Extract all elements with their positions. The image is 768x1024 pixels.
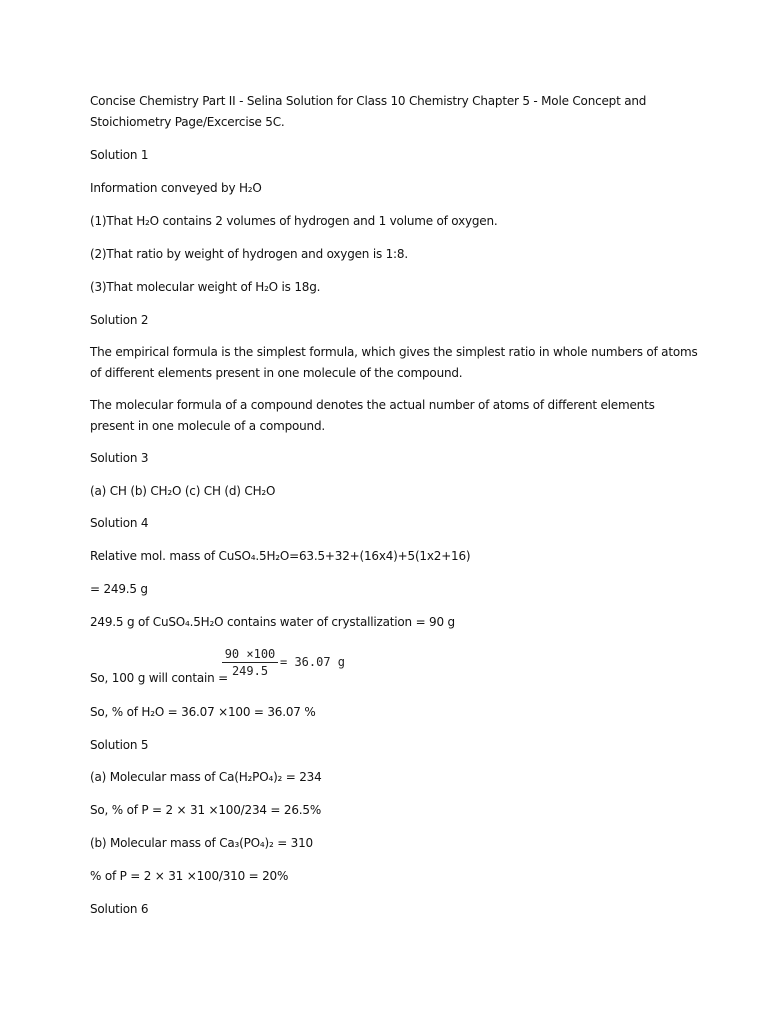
solution-2-paragraph-2-line-1: The molecular formula of a compound denotes the actual number of atoms of different elements bbox=[90, 398, 655, 412]
fraction-numerator: 90 ×100 bbox=[224, 647, 276, 661]
solution-2-heading: Solution 2 bbox=[90, 313, 149, 327]
solution-2-paragraph-1-line-2: of different elements present in one molecule of the compound. bbox=[90, 366, 463, 380]
fraction bbox=[222, 646, 278, 679]
solution-4-line-5: So, % of H₂O = 36.07 ×100 = 36.07 % bbox=[90, 705, 316, 719]
document-title-line-1: Concise Chemistry Part II - Selina Solution for Class 10 Chemistry Chapter 5 - Mole Concept and bbox=[90, 94, 647, 108]
solution-5-line-4: % of P = 2 × 31 ×100/310 = 20% bbox=[90, 869, 289, 883]
document-title-line-2: Stoichiometry Page/Excercise 5C. bbox=[90, 115, 285, 129]
solution-3-heading: Solution 3 bbox=[90, 451, 149, 465]
solution-2-paragraph-1-line-1: The empirical formula is the simplest formula, which gives the simplest ratio in whole numbers of atoms bbox=[90, 345, 698, 359]
solution-4-line-4: So, 100 g will contain = bbox=[90, 671, 228, 685]
solution-5-line-3: (b) Molecular mass of Ca₃(PO₄)₂ = 310 bbox=[90, 836, 313, 850]
solution-4-line-1: Relative mol. mass of CuSO₄.5H₂O=63.5+32+(16x4)+5(1x2+16) bbox=[90, 549, 471, 563]
solution-1-point-1: (1)That H₂O contains 2 volumes of hydrogen and 1 volume of oxygen. bbox=[90, 214, 498, 228]
fraction-result: = 36.07 g bbox=[280, 655, 346, 669]
solution-1-intro: Information conveyed by H₂O bbox=[90, 181, 262, 195]
solution-6-heading: Solution 6 bbox=[90, 902, 149, 916]
solution-1-heading: Solution 1 bbox=[90, 148, 149, 162]
solution-5-line-1: (a) Molecular mass of Ca(H₂PO₄)₂ = 234 bbox=[90, 770, 322, 784]
solution-5-line-2: So, % of P = 2 × 31 ×100/234 = 26.5% bbox=[90, 803, 322, 817]
solution-4-fraction bbox=[222, 646, 362, 686]
solution-2-paragraph-2-line-2: present in one molecule of a compound. bbox=[90, 419, 325, 433]
fraction-denominator: 249.5 bbox=[231, 664, 269, 678]
solution-5-heading: Solution 5 bbox=[90, 738, 149, 752]
solution-3-answer: (a) CH (b) CH₂O (c) CH (d) CH₂O bbox=[90, 484, 276, 498]
solution-4-line-2: = 249.5 g bbox=[90, 582, 148, 596]
solution-1-point-2: (2)That ratio by weight of hydrogen and oxygen is 1:8. bbox=[90, 247, 408, 261]
solution-4-line-3: 249.5 g of CuSO₄.5H₂O contains water of crystallization = 90 g bbox=[90, 615, 455, 629]
solution-1-point-3: (3)That molecular weight of H₂O is 18g. bbox=[90, 280, 321, 294]
solution-4-heading: Solution 4 bbox=[90, 516, 149, 530]
